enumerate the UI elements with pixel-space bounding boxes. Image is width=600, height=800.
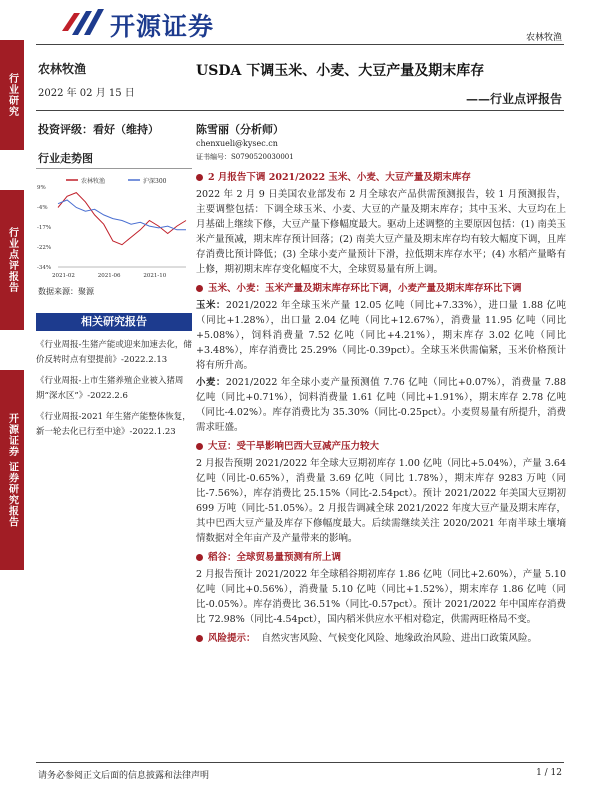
sector-name: 农林牧渔 <box>38 62 87 76</box>
section-heading-text: 风险提示： <box>208 633 256 644</box>
y-tick-label: -4% <box>37 205 48 211</box>
investment-rating: 投资评级：看好（维持） <box>38 123 159 136</box>
report-subtitle: ——行业点评报告 <box>465 92 562 106</box>
risk-text: 自然灾害风险、气候变化风险、地缘政治风险、进出口政策风险。 <box>261 633 538 644</box>
paragraph-text: 2021/2022 年全球小麦产量预测值 7.76 亿吨（同比+0.07%），消费量 7.88 亿吨（同比+0.71%），饲料消费量 1.61 亿吨（同比+1.91%），期末库存 2.78 亿吨（同比-4.02%）。库存消费比为 35.30%（同比-0.25pct）。小麦贸易量有所提升，消费需求旺盛。 <box>196 377 566 433</box>
paragraph-lead: 小麦： <box>196 377 226 388</box>
analyst-name: 陈雪丽（分析师） <box>196 123 284 136</box>
brand-logo <box>60 5 260 41</box>
section-heading <box>196 439 566 454</box>
logo-text: 开源证券 <box>110 12 215 41</box>
header-sector-tag: 农林牧渔 <box>525 33 562 43</box>
report-body <box>196 166 566 646</box>
logo-mark-icon <box>60 5 104 39</box>
sidebar-label-report-type: 行业点评报告 <box>0 190 24 330</box>
section-heading <box>196 281 566 296</box>
legend-label: 沪深300 <box>143 178 167 185</box>
paragraph-lead: 玉米： <box>196 300 226 311</box>
y-tick-label: -22% <box>37 245 52 251</box>
sidebar-label-industry-research: 行业研究 <box>0 40 24 150</box>
footer-divider <box>36 762 564 763</box>
analyst-certificate: 证书编号：S0790520030001 <box>196 153 294 161</box>
y-tick-label: 9% <box>37 185 46 191</box>
report-date: 2022 年 02 月 15 日 <box>38 88 135 99</box>
y-tick-label: -34% <box>37 265 52 271</box>
section-paragraph: 2022 年 2 月 9 日美国农业部发布 2 月全球农产品供需预测报告，较 1 月预测报告，主要调整包括：下调全球玉米、小麦、大豆的产量及期末库存；其中玉米、大豆均在上月基础上继续下修，大豆产量下修幅度最大。驱动上述调整的主要原因包括：(1) 南美玉米产量预减，期末库存预计回落；(2) 南美大豆产量及期末库存均有较大幅度下调，且库存消费比预计降低；(3) 全球小麦产量预计下滑，拉低期末库存水平；(4) 水稻产量略有上修，期初期末库存变化幅度不大，全球贸易量有所上调。 <box>196 189 566 275</box>
sidebar-label-brand: 开源证券 证券研究报告 <box>0 370 24 570</box>
industry-trend-chart <box>36 175 192 285</box>
analyst-email[interactable]: chenxueli@kysec.cn <box>196 139 278 148</box>
bullet-icon <box>196 554 203 561</box>
paragraph-text: 2021/2022 年全球玉米产量 12.05 亿吨（同比+7.33%），进口量 1.88 亿吨（同比+1.28%），出口量 2.04 亿吨（同比+12.67%），消费量 11.95 亿吨（同比+5.08%），饲料消费量 7.52 亿吨（同比+4.21%），期末库存 3.02 亿吨（同比+3.48%），库存消费比 25.29%（同比-0.39pct）。全球玉米供需偏紧，玉米价格预计将有所升高。 <box>196 300 566 371</box>
section-paragraph <box>196 298 566 373</box>
section-paragraph: 2 月报告预计 2021/2022 年全球稻谷期初库存 1.86 亿吨（同比+2.60%），产量 5.10 亿吨（同比+0.56%），消费量 5.10 亿吨（同比+1.52%），期末库存 1.86 亿吨（同比-0.05%）。库存消费比 36.51%（同比-0.57pct）。预计 2021/2022 年中国库存消费比 72.98%（同比-4.54pct），国内稻米供应水平相对稳定，供需两旺格局不变。 <box>196 569 566 625</box>
title-divider <box>36 110 564 111</box>
bullet-icon <box>196 174 203 181</box>
y-tick-label: -17% <box>37 225 52 231</box>
section-heading <box>196 550 566 565</box>
related-report-link[interactable]: 《行业周报-生猪产能或迎来加速去化，储价反转时点有望提前》-2022.2.13 <box>36 340 192 365</box>
series-line <box>58 193 186 245</box>
page-number: 1 / 12 <box>536 768 562 778</box>
section-heading-text: 玉米、小麦：玉米产量及期末库存环比下调，小麦产量及期末库存环比下调 <box>208 283 522 294</box>
series-line <box>58 200 186 230</box>
section-heading-text: 2 月报告下调 2021/2022 玉米、小麦、大豆产量及期末库存 <box>208 172 471 183</box>
footer-disclaimer: 请务必参阅正文后面的信息披露和法律声明 <box>38 771 210 781</box>
bullet-icon <box>196 443 203 450</box>
related-reports-heading: 相关研究报告 <box>36 313 192 331</box>
chart-source: 数据来源：聚源 <box>38 287 94 296</box>
section-heading-text: 稻谷：全球贸易量预测有所上调 <box>208 552 342 563</box>
section-paragraph: 2 月报告预期 2021/2022 年全球大豆期初库存 1.00 亿吨（同比+5.04%），产量 3.64 亿吨（同比-0.65%），消费量 3.69 亿吨（同比 1.78%），期末库存 9283 万吨（同比-7.56%），库存消费比 25.15%（同比-2.54pct）。预计 2021/2022 年美国大豆期初 699 万吨（同比-51.05%）。2 月报告调减全球 2021/2022 年度大豆产量及期末库存，其中巴西大豆产量及库存下修幅度最大。后续需继续关注 2020/2021 年南半球土壤墒情数据对全年亩产及产量带来的影响。 <box>196 458 566 544</box>
report-title: USDA 下调玉米、小麦、大豆产量及期末库存 <box>196 63 485 79</box>
legend-label: 农林牧渔 <box>81 178 106 185</box>
x-tick-label: 2021-02 <box>52 273 75 279</box>
chart-top-rule <box>36 168 192 169</box>
section-heading <box>196 631 566 646</box>
bullet-icon <box>196 635 203 642</box>
related-report-link[interactable]: 《行业周报-上市生猪养殖企业被入猪周期“深水区”》-2022.2.6 <box>36 376 184 401</box>
x-tick-label: 2021-06 <box>97 273 121 279</box>
section-heading-text: 大豆：受干旱影响巴西大豆减产压力较大 <box>208 441 380 452</box>
section-paragraph <box>196 375 566 435</box>
x-tick-label: 2021-10 <box>143 273 167 279</box>
header-divider <box>36 44 564 45</box>
section-heading <box>196 170 566 185</box>
sidebar <box>0 40 24 800</box>
related-reports-list <box>36 338 192 446</box>
related-report-link[interactable]: 《行业周报-2021 年生猪产能整体恢复，新一轮去化已行至中途》-2022.1.23 <box>36 412 191 437</box>
bullet-icon <box>196 285 203 292</box>
trend-chart-title: 行业走势图 <box>38 152 93 165</box>
